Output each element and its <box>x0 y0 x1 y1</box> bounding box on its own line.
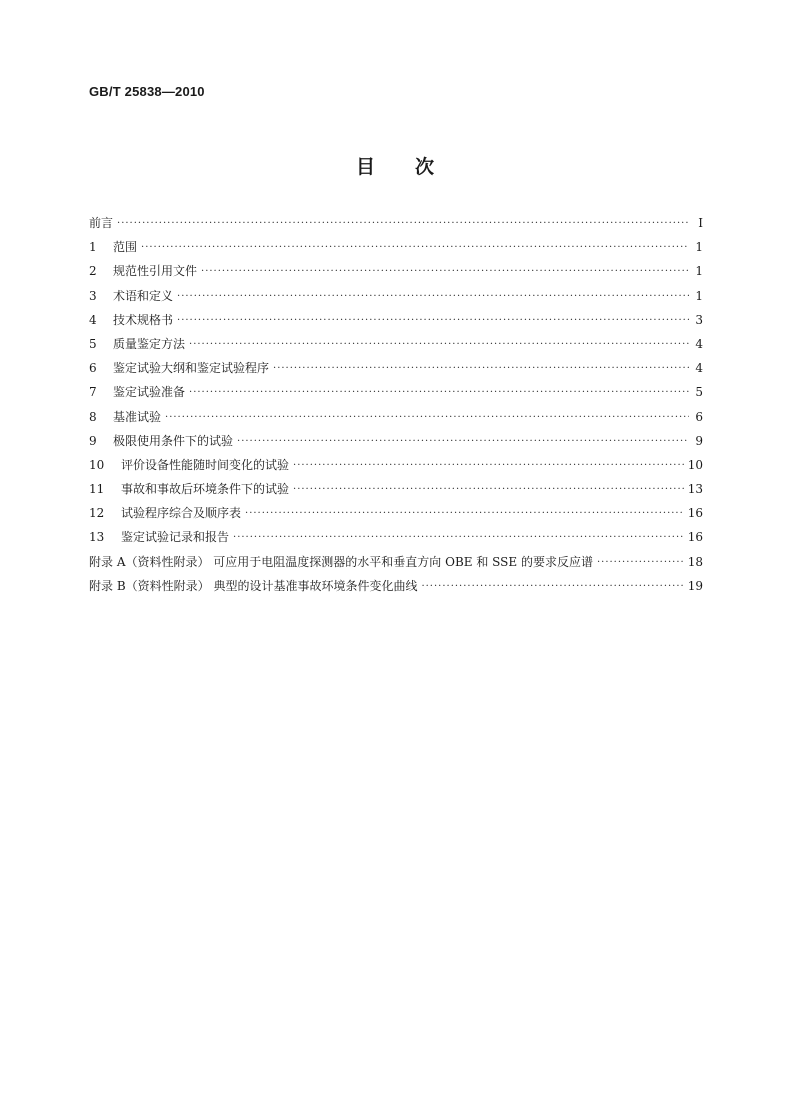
toc-leader-dots <box>293 460 684 471</box>
toc-entry-number: 13 <box>89 530 105 545</box>
toc-entry-1[interactable] <box>89 238 703 262</box>
toc-leader-dots <box>293 484 684 495</box>
page-title <box>0 152 792 179</box>
title-part-2: 次 <box>415 156 437 178</box>
toc-entry-label: 附录 B（资料性附录） 典型的设计基准事故环境条件变化曲线 <box>89 578 418 593</box>
toc-entry-2[interactable] <box>89 262 703 286</box>
toc-entry-label: 规范性引用文件 <box>113 264 198 279</box>
toc-entry-number: 11 <box>89 482 105 497</box>
toc-leader-dots <box>237 436 689 447</box>
toc-entry-label: 技术规格书 <box>113 312 174 327</box>
toc-entry-11[interactable] <box>89 480 703 504</box>
toc-leader-dots <box>597 557 684 568</box>
title-part-1: 目 <box>355 156 377 178</box>
toc-entry-label: 鉴定试验大纲和鉴定试验程序 <box>113 361 270 376</box>
toc-entry-page: 3 <box>695 312 703 327</box>
toc-leader-dots <box>177 291 689 302</box>
toc-entry-label: 极限使用条件下的试验 <box>113 433 234 448</box>
toc-leader-dots <box>189 387 689 398</box>
toc-entry-7[interactable] <box>89 383 703 407</box>
toc-entry-13[interactable] <box>89 528 703 552</box>
toc-leader-dots <box>177 315 689 326</box>
toc-entry-page: 16 <box>687 530 703 545</box>
toc-entry-foreword[interactable] <box>89 214 703 238</box>
toc-entry-label: 试验程序综合及顺序表 <box>121 506 242 521</box>
toc-entry-page: I <box>698 216 703 230</box>
toc-entry-5[interactable] <box>89 335 703 359</box>
toc-entry-page: 6 <box>695 409 703 424</box>
toc-entry-number: 9 <box>89 433 97 448</box>
toc-entry-page: 13 <box>687 482 703 497</box>
table-of-contents <box>89 214 703 601</box>
toc-entry-number: 2 <box>89 264 97 279</box>
toc-leader-dots <box>189 339 689 350</box>
toc-entry-page: 9 <box>695 433 703 448</box>
toc-entry-number: 7 <box>89 385 97 400</box>
toc-leader-dots <box>117 218 689 229</box>
toc-entry-page: 18 <box>687 554 703 569</box>
toc-leader-dots <box>245 508 684 519</box>
toc-leader-dots <box>421 581 683 592</box>
toc-leader-dots <box>141 242 689 253</box>
toc-leader-dots <box>165 412 689 423</box>
toc-entry-label: 前言 <box>89 216 114 230</box>
toc-leader-dots <box>233 532 684 543</box>
toc-entry-10[interactable] <box>89 456 703 480</box>
toc-entry-number: 1 <box>89 240 97 255</box>
toc-entry-page: 4 <box>695 336 703 351</box>
toc-entry-page: 16 <box>687 506 703 521</box>
toc-entry-number: 12 <box>89 506 105 521</box>
toc-entry-label: 术语和定义 <box>113 288 174 303</box>
toc-entry-3[interactable] <box>89 287 703 311</box>
toc-entry-page: 5 <box>695 385 703 400</box>
toc-entry-label: 事故和事故后环境条件下的试验 <box>121 482 290 497</box>
standard-code: GB/T 25838—2010 <box>89 84 205 99</box>
toc-entry-appendix-a[interactable] <box>89 553 703 577</box>
toc-entry-9[interactable] <box>89 432 703 456</box>
toc-entry-page: 10 <box>687 457 703 472</box>
toc-entry-page: 1 <box>695 264 703 279</box>
toc-entry-page: 1 <box>695 240 703 255</box>
toc-entry-label: 范围 <box>113 240 138 255</box>
toc-entry-label: 质量鉴定方法 <box>113 336 186 351</box>
toc-entry-8[interactable] <box>89 408 703 432</box>
toc-entry-4[interactable] <box>89 311 703 335</box>
toc-leader-dots <box>201 266 689 277</box>
toc-entry-number: 5 <box>89 336 97 351</box>
toc-entry-label: 鉴定试验记录和报告 <box>121 530 230 545</box>
toc-entry-appendix-b[interactable] <box>89 577 703 601</box>
toc-entry-page: 19 <box>687 578 703 593</box>
toc-entry-number: 10 <box>89 457 105 472</box>
toc-entry-number: 6 <box>89 361 97 376</box>
toc-entry-label: 评价设备性能随时间变化的试验 <box>121 457 290 472</box>
toc-entry-number: 3 <box>89 288 97 303</box>
toc-entry-12[interactable] <box>89 504 703 528</box>
toc-entry-label: 附录 A（资料性附录） 可应用于电阻温度探测器的水平和垂直方向 OBE 和 SSE 的要求反应谱 <box>89 554 593 569</box>
toc-entry-number: 8 <box>89 409 97 424</box>
toc-leader-dots <box>273 363 689 374</box>
toc-entry-page: 1 <box>695 288 703 303</box>
toc-entry-number: 4 <box>89 312 97 327</box>
toc-entry-page: 4 <box>695 361 703 376</box>
toc-entry-label: 鉴定试验准备 <box>113 385 186 400</box>
toc-entry-6[interactable] <box>89 359 703 383</box>
toc-entry-label: 基准试验 <box>113 409 162 424</box>
